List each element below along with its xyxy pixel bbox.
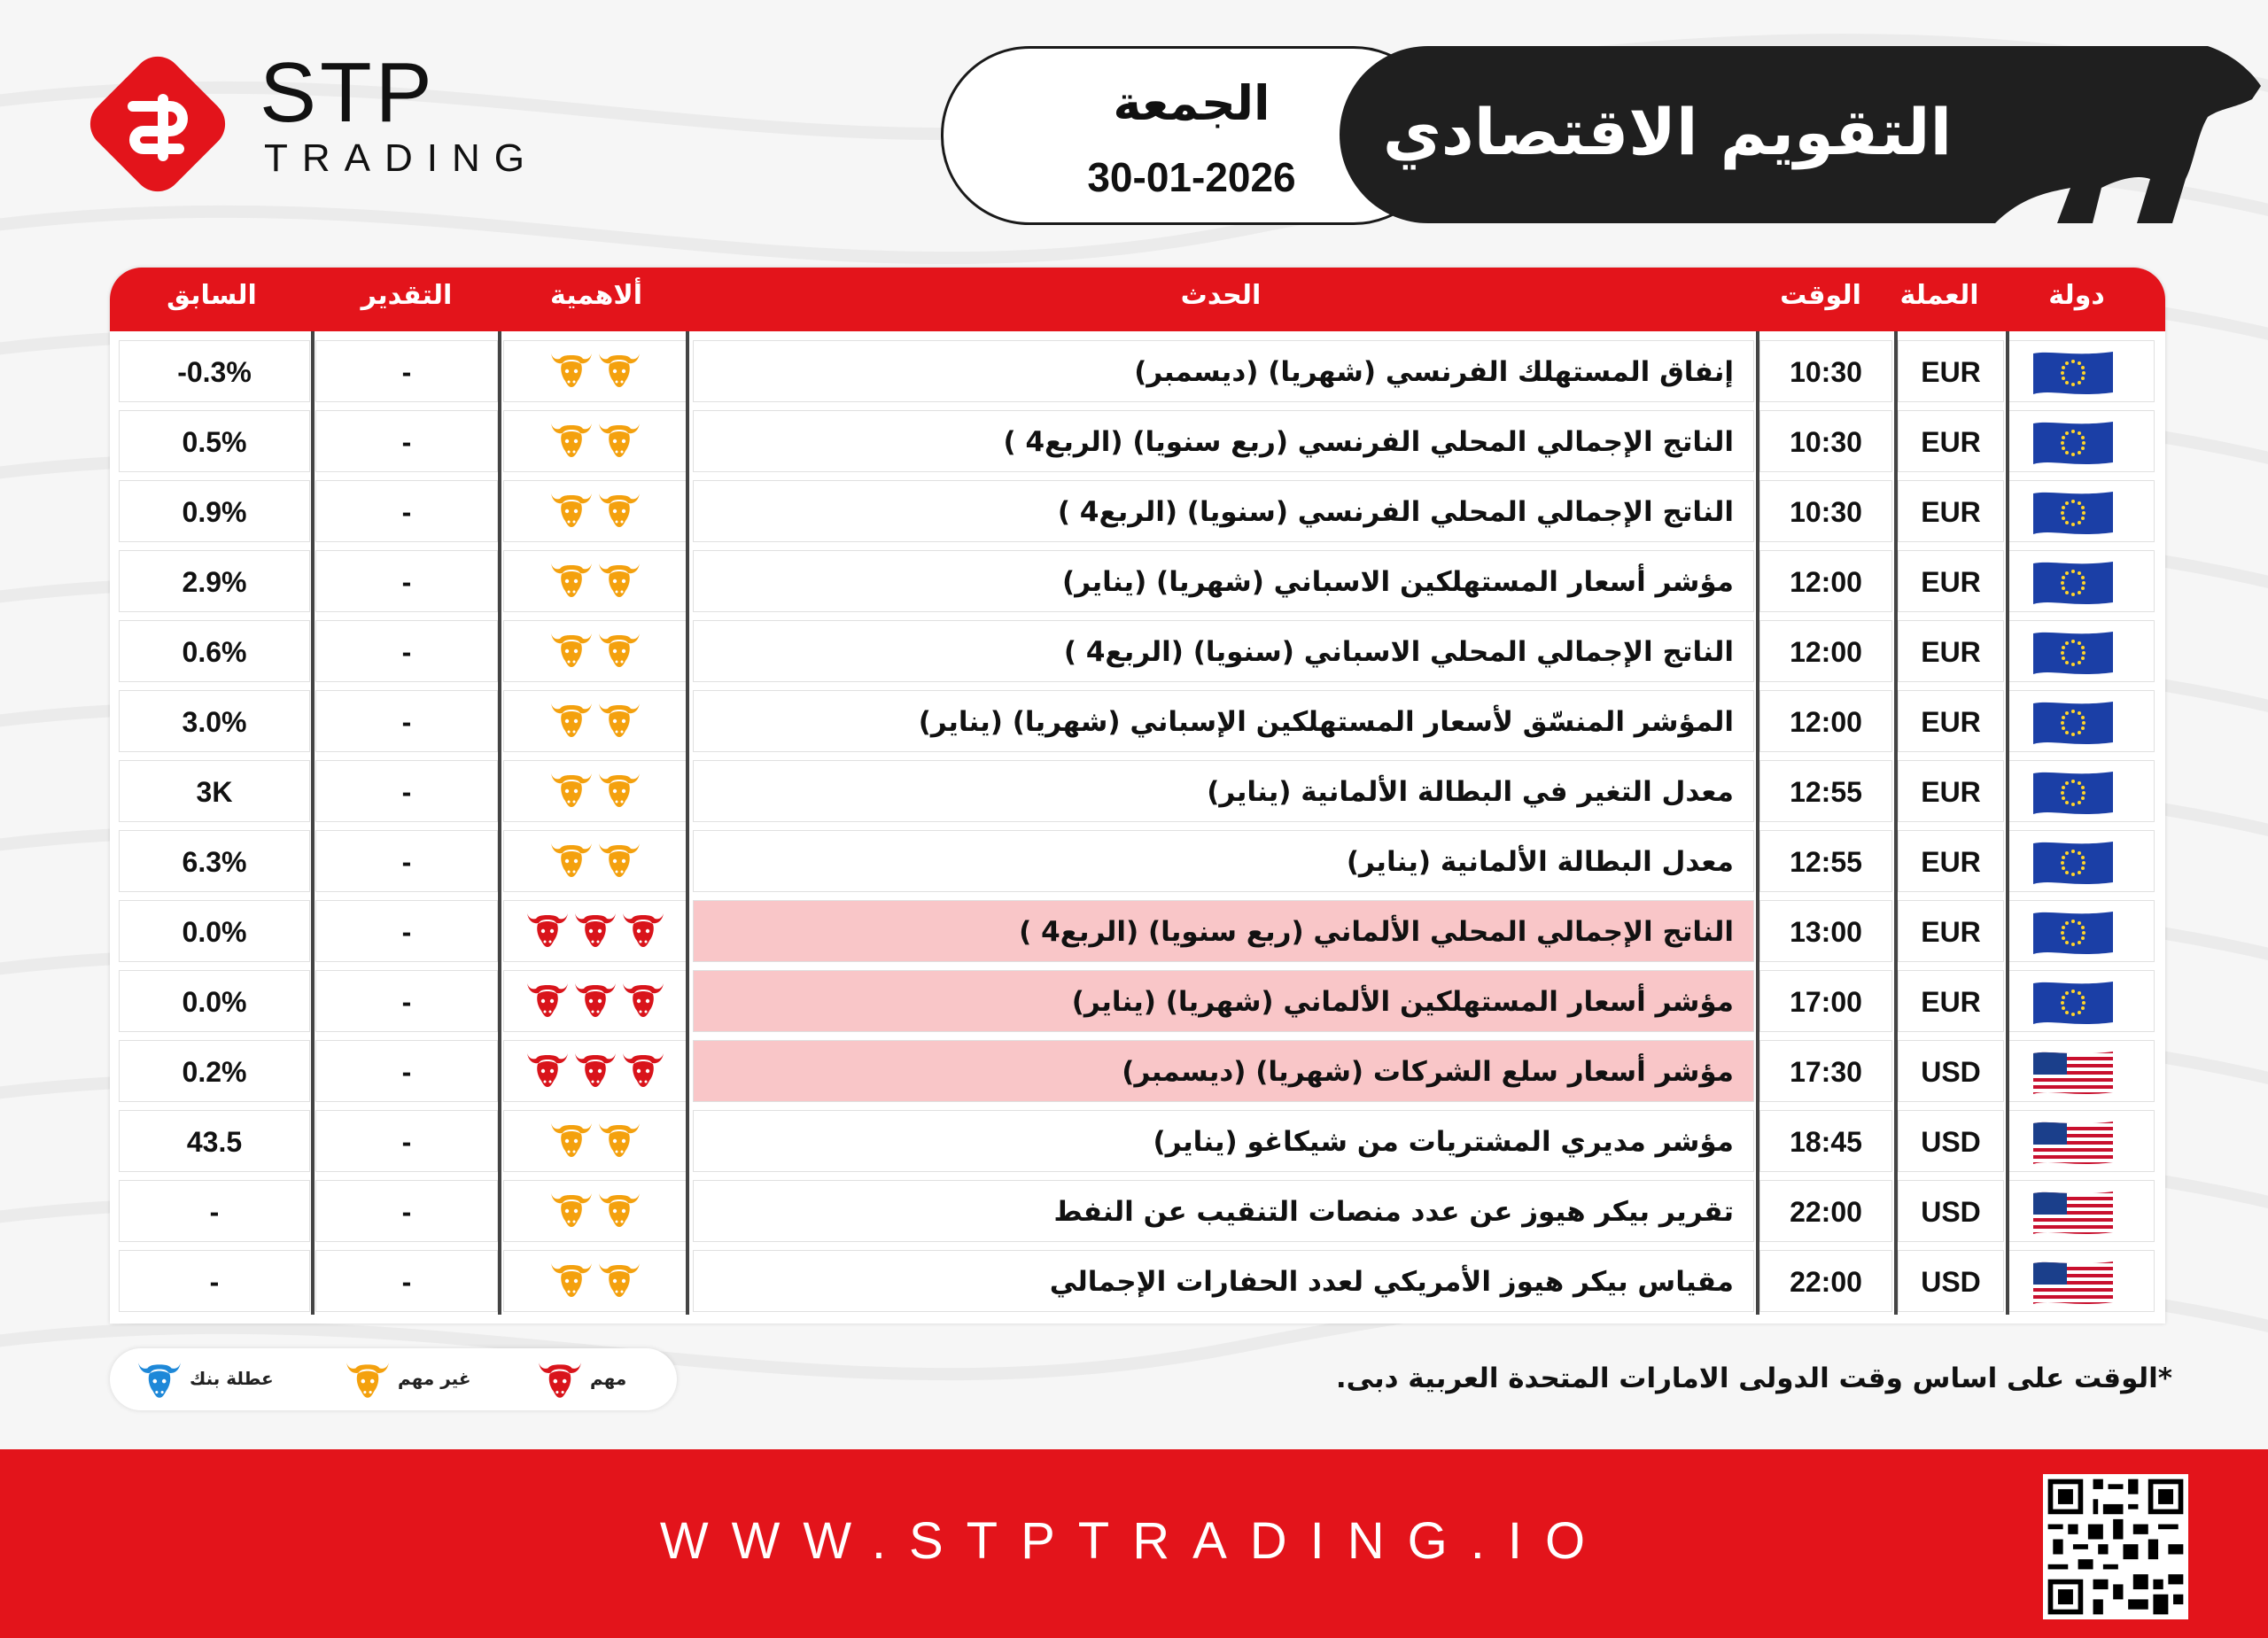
table-row	[119, 1110, 2156, 1172]
forecast-cell: -	[315, 550, 498, 612]
importance-cell	[503, 620, 687, 682]
importance-cell	[503, 480, 687, 542]
bull-importance-icon	[597, 1190, 641, 1229]
column-divider	[686, 331, 689, 1315]
bull-importance-icon	[549, 1260, 594, 1299]
currency-cell: USD	[1898, 1250, 2004, 1312]
currency-cell: EUR	[1898, 550, 2004, 612]
currency-cell: EUR	[1898, 620, 2004, 682]
event-cell: معدل التغير في البطالة الألمانية (يناير)	[693, 760, 1754, 822]
bull-importance-icon	[573, 910, 617, 949]
eu-flag-icon	[2033, 980, 2113, 1026]
bull-importance-icon	[597, 700, 641, 739]
previous-cell: 0.0%	[119, 970, 310, 1032]
date-label: 30-01-2026	[1087, 154, 1296, 200]
event-cell: الناتج الإجمالي المحلي الفرنسي (ربع سنويا) (الربع4 )	[693, 410, 1754, 472]
us-flag-icon	[2033, 1260, 2113, 1306]
column-divider	[1756, 331, 1759, 1315]
country-cell	[2008, 760, 2155, 822]
country-cell	[2008, 970, 2155, 1032]
qr-code-icon[interactable]	[2043, 1474, 2188, 1619]
bull-importance-icon	[621, 1050, 665, 1089]
previous-cell: 0.5%	[119, 410, 310, 472]
importance-legend	[110, 1348, 677, 1410]
table-row	[119, 410, 2156, 472]
bull-importance-icon	[549, 420, 594, 459]
time-cell: 13:00	[1759, 900, 1892, 962]
country-cell	[2008, 1180, 2155, 1242]
website-link[interactable]: WWW.STPTRADING.IO	[659, 1512, 1609, 1570]
country-cell	[2008, 1110, 2155, 1172]
us-flag-icon	[2033, 1050, 2113, 1096]
bull-importance-icon	[525, 980, 570, 1019]
forecast-cell: -	[315, 480, 498, 542]
forecast-cell: -	[315, 760, 498, 822]
currency-cell: EUR	[1898, 970, 2004, 1032]
previous-cell: -	[119, 1180, 310, 1242]
currency-cell: EUR	[1898, 690, 2004, 752]
forecast-cell: -	[315, 690, 498, 752]
logo-brand-name: STP	[260, 45, 436, 140]
importance-cell	[503, 340, 687, 402]
bull-importance-icon	[597, 560, 641, 599]
day-label: الجمعة	[1113, 75, 1270, 131]
bull-red-icon	[537, 1359, 583, 1400]
time-cell: 10:30	[1759, 480, 1892, 542]
eu-flag-icon	[2033, 700, 2113, 746]
country-cell	[2008, 410, 2155, 472]
column-divider	[311, 331, 315, 1315]
bull-importance-icon	[549, 700, 594, 739]
eu-flag-icon	[2033, 770, 2113, 816]
bull-importance-icon	[525, 910, 570, 949]
currency-cell: USD	[1898, 1180, 2004, 1242]
importance-cell	[503, 970, 687, 1032]
time-cell: 12:55	[1759, 760, 1892, 822]
eu-flag-icon	[2033, 350, 2113, 396]
time-cell: 22:00	[1759, 1250, 1892, 1312]
table-row	[119, 690, 2156, 752]
bull-importance-icon	[621, 980, 665, 1019]
previous-cell: 2.9%	[119, 550, 310, 612]
timezone-note: *الوقت على اساس وقت الدولى الامارات المتحدة العربية دبى.	[1335, 1362, 2172, 1394]
event-cell: مؤشر أسعار المستهلكين الاسباني (شهريا) (يناير)	[693, 550, 1754, 612]
table-row	[119, 1250, 2156, 1312]
footer-bar	[0, 1449, 2268, 1638]
time-cell: 10:30	[1759, 410, 1892, 472]
table-row	[119, 550, 2156, 612]
column-divider	[2006, 331, 2009, 1315]
table-row	[119, 1040, 2156, 1102]
importance-cell	[503, 690, 687, 752]
bull-importance-icon	[597, 1260, 641, 1299]
event-cell: مؤشر أسعار سلع الشركات (شهريا) (ديسمبر)	[693, 1040, 1754, 1102]
event-cell: الناتج الإجمالي المحلي الفرنسي (سنويا) (الربع4 )	[693, 480, 1754, 542]
bull-silhouette-icon	[1995, 46, 2261, 223]
eu-flag-icon	[2033, 420, 2113, 466]
time-cell: 12:00	[1759, 620, 1892, 682]
event-cell: إنفاق المستهلك الفرنسي (شهريا) (ديسمبر)	[693, 340, 1754, 402]
column-divider	[498, 331, 501, 1315]
currency-cell: USD	[1898, 1040, 2004, 1102]
title-banner	[1340, 46, 1995, 223]
country-cell	[2008, 1250, 2155, 1312]
event-cell: مؤشر أسعار المستهلكين الألماني (شهريا) (يناير)	[693, 970, 1754, 1032]
bull-importance-icon	[549, 490, 594, 529]
currency-cell: EUR	[1898, 900, 2004, 962]
bull-importance-icon	[597, 630, 641, 669]
bull-importance-icon	[549, 840, 594, 879]
legend-important: مهم	[537, 1359, 643, 1400]
country-cell	[2008, 900, 2155, 962]
previous-cell: 0.0%	[119, 900, 310, 962]
col-forecast: التقدير	[361, 280, 453, 311]
bull-importance-icon	[597, 840, 641, 879]
previous-cell: 0.6%	[119, 620, 310, 682]
economic-calendar-table	[110, 268, 2165, 1324]
table-row	[119, 970, 2156, 1032]
table-row	[119, 830, 2156, 892]
legend-not-important: غير مهم	[345, 1359, 478, 1400]
table-row	[119, 900, 2156, 962]
forecast-cell: -	[315, 1110, 498, 1172]
bull-blue-icon	[136, 1359, 183, 1400]
currency-cell: EUR	[1898, 760, 2004, 822]
col-previous: السابق	[167, 280, 257, 311]
previous-cell: 3.0%	[119, 690, 310, 752]
importance-cell	[503, 1180, 687, 1242]
bull-orange-icon	[345, 1359, 391, 1400]
bull-importance-icon	[525, 1050, 570, 1089]
importance-cell	[503, 1250, 687, 1312]
time-cell: 10:30	[1759, 340, 1892, 402]
country-cell	[2008, 620, 2155, 682]
bull-importance-icon	[549, 630, 594, 669]
bull-importance-icon	[621, 910, 665, 949]
event-cell: مقياس بيكر هيوز الأمريكي لعدد الحفارات الإجمالي	[693, 1250, 1754, 1312]
eu-flag-icon	[2033, 630, 2113, 676]
importance-cell	[503, 1040, 687, 1102]
bull-importance-icon	[573, 1050, 617, 1089]
forecast-cell: -	[315, 1250, 498, 1312]
event-cell: مؤشر مديري المشتريات من شيكاغو (يناير)	[693, 1110, 1754, 1172]
previous-cell: 0.9%	[119, 480, 310, 542]
bull-importance-icon	[573, 980, 617, 1019]
table-row	[119, 620, 2156, 682]
eu-flag-icon	[2033, 910, 2113, 956]
stp-logo-icon	[78, 44, 237, 204]
currency-cell: USD	[1898, 1110, 2004, 1172]
forecast-cell: -	[315, 1040, 498, 1102]
previous-cell: 0.2%	[119, 1040, 310, 1102]
table-row	[119, 480, 2156, 542]
event-cell: الناتج الإجمالي المحلي الاسباني (سنويا) (الربع4 )	[693, 620, 1754, 682]
bull-importance-icon	[549, 350, 594, 389]
importance-cell	[503, 830, 687, 892]
eu-flag-icon	[2033, 840, 2113, 886]
importance-cell	[503, 760, 687, 822]
forecast-cell: -	[315, 620, 498, 682]
event-cell: الناتج الإجمالي المحلي الألماني (ربع سنويا) (الربع4 )	[693, 900, 1754, 962]
country-cell	[2008, 690, 2155, 752]
bull-importance-icon	[597, 1120, 641, 1159]
page-title: التقويم الاقتصادي	[1382, 95, 1953, 169]
country-cell	[2008, 830, 2155, 892]
event-cell: المؤشر المنسّق لأسعار المستهلكين الإسباني (شهريا) (يناير)	[693, 690, 1754, 752]
previous-cell: -	[119, 1250, 310, 1312]
col-country: دولة	[2048, 280, 2105, 311]
country-cell	[2008, 480, 2155, 542]
importance-cell	[503, 550, 687, 612]
previous-cell: 6.3%	[119, 830, 310, 892]
table-row	[119, 1180, 2156, 1242]
currency-cell: EUR	[1898, 340, 2004, 402]
page-header	[941, 46, 2261, 223]
forecast-cell: -	[315, 340, 498, 402]
forecast-cell: -	[315, 410, 498, 472]
column-divider	[1894, 331, 1898, 1315]
currency-cell: EUR	[1898, 830, 2004, 892]
bull-importance-icon	[549, 1120, 594, 1159]
bull-importance-icon	[549, 770, 594, 809]
legend-bank-holiday: عطلة بنك	[136, 1359, 278, 1400]
country-cell	[2008, 550, 2155, 612]
time-cell: 12:00	[1759, 550, 1892, 612]
table-row	[119, 760, 2156, 822]
table-row	[119, 340, 2156, 402]
previous-cell: 3K	[119, 760, 310, 822]
table-header-row	[110, 268, 2165, 331]
bull-importance-icon	[597, 770, 641, 809]
importance-cell	[503, 1110, 687, 1172]
col-event: الحدث	[1180, 280, 1262, 311]
forecast-cell: -	[315, 830, 498, 892]
forecast-cell: -	[315, 900, 498, 962]
event-cell: تقرير بيكر هيوز عن عدد منصات التنقيب عن النفط	[693, 1180, 1754, 1242]
previous-cell: -0.3%	[119, 340, 310, 402]
time-cell: 18:45	[1759, 1110, 1892, 1172]
logo-brand-sub: TRADING	[264, 136, 539, 180]
previous-cell: 43.5	[119, 1110, 310, 1172]
currency-cell: EUR	[1898, 410, 2004, 472]
us-flag-icon	[2033, 1190, 2113, 1236]
col-currency: العملة	[1899, 280, 1979, 311]
col-time: الوقت	[1780, 280, 1861, 311]
event-cell: معدل البطالة الألمانية (يناير)	[693, 830, 1754, 892]
forecast-cell: -	[315, 1180, 498, 1242]
forecast-cell: -	[315, 970, 498, 1032]
time-cell: 17:00	[1759, 970, 1892, 1032]
importance-cell	[503, 410, 687, 472]
importance-cell	[503, 900, 687, 962]
bull-importance-icon	[597, 350, 641, 389]
eu-flag-icon	[2033, 490, 2113, 536]
currency-cell: EUR	[1898, 480, 2004, 542]
country-cell	[2008, 1040, 2155, 1102]
country-cell	[2008, 340, 2155, 402]
us-flag-icon	[2033, 1120, 2113, 1166]
stp-logo	[78, 40, 539, 199]
bull-importance-icon	[549, 1190, 594, 1229]
bull-importance-icon	[549, 560, 594, 599]
time-cell: 12:55	[1759, 830, 1892, 892]
bull-importance-icon	[597, 490, 641, 529]
col-importance: ألاهمية	[550, 280, 642, 311]
eu-flag-icon	[2033, 560, 2113, 606]
time-cell: 17:30	[1759, 1040, 1892, 1102]
time-cell: 22:00	[1759, 1180, 1892, 1242]
time-cell: 12:00	[1759, 690, 1892, 752]
bull-importance-icon	[597, 420, 641, 459]
